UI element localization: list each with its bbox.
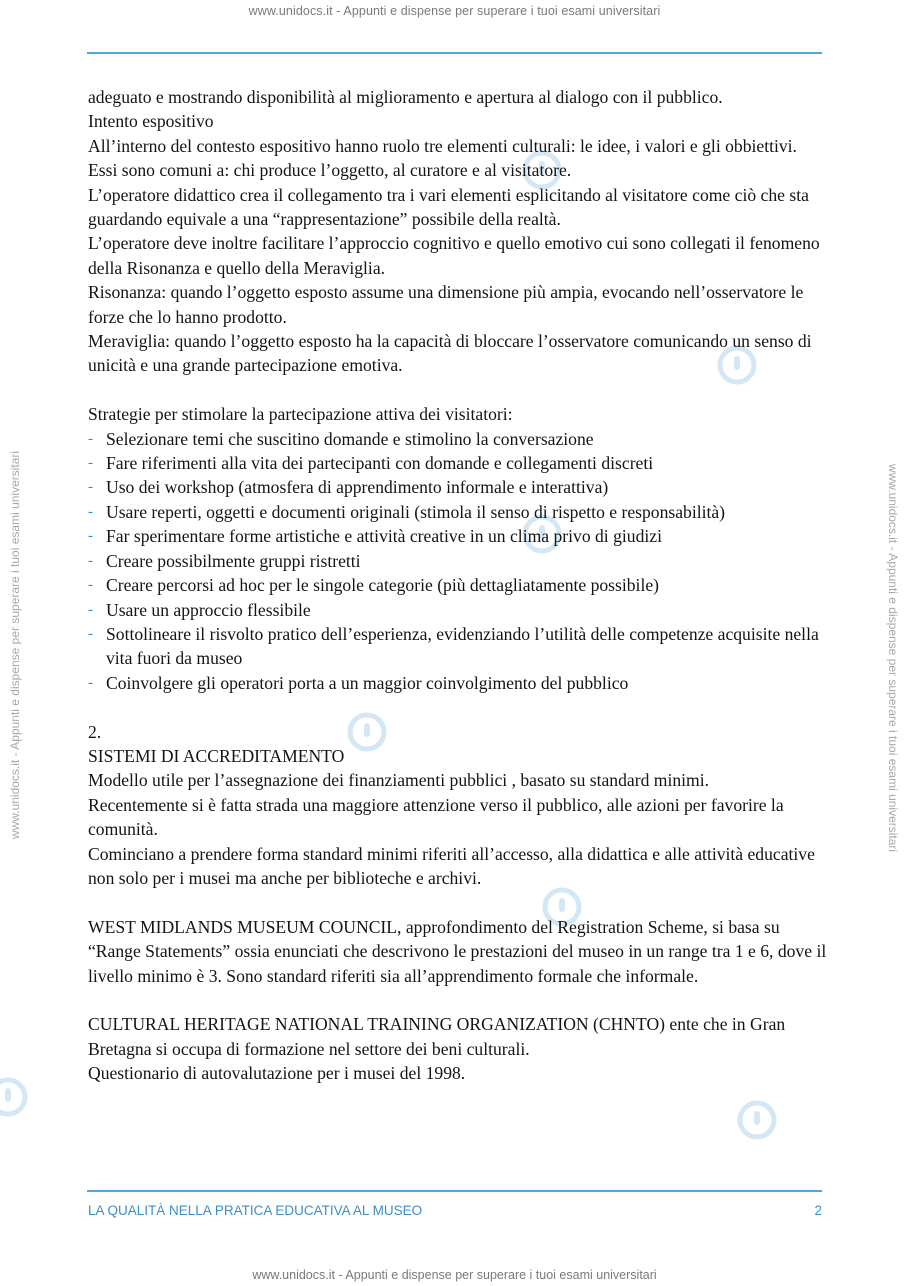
header-rule — [87, 52, 822, 54]
bullet-dash: - — [88, 528, 93, 545]
paragraph: L’operatore didattico crea il collegamento tra i vari elementi esplicitando al visitatore come ciò che sta guardando equivale a una “rappresentazione” possibile della realtà. — [88, 184, 809, 230]
paragraph-gap — [88, 890, 828, 914]
strategies-heading: Strategie per stimolare la partecipazione attiva dei visitatori: — [88, 404, 513, 425]
list-item — [88, 598, 828, 622]
footer-document-title: LA QUALITÀ NELLA PRATICA EDUCATIVA AL MUSEO — [88, 1203, 423, 1218]
list-item-text: Sottolineare il risvolto pratico dell’esperienza, evidenziando l’utilità delle competenze acquisite nella vita fuori da museo — [106, 623, 819, 669]
list-item — [88, 549, 828, 573]
list-item-text: Creare possibilmente gruppi ristretti — [106, 550, 361, 571]
paragraph-chnto: CULTURAL HERITAGE NATIONAL TRAINING ORGANIZATION (CHNTO) ente che in Gran Bretagna si occupa di formazione nel settore dei beni culturali. — [88, 1014, 786, 1059]
bullet-dash: - — [88, 625, 93, 642]
paragraph-gap — [88, 988, 828, 1012]
left-side-watermark: www.unidocs.it - Appunti e dispense per superare i tuoi esami universitari — [8, 450, 22, 840]
page-number: 2 — [814, 1203, 822, 1218]
paragraph-risonanza: Risonanza: quando l’oggetto esposto assume una dimensione più ampia, evocando nell’osservatore le forze che lo hanno prodotto. — [88, 282, 804, 327]
paragraph: L’operatore deve inoltre facilitare l’approccio cognitivo e quello emotivo cui sono collegati il fenomeno della Risonanza e quello della Meraviglia. — [88, 233, 820, 278]
list-item — [88, 451, 828, 475]
bullet-dash: - — [88, 479, 93, 496]
bullet-dash: - — [88, 503, 93, 520]
paragraph: All’interno del contesto espositivo hanno ruolo tre elementi culturali: le idee, i valori e gli obbiettivi. Essi sono comuni a: chi produce l’oggetto, al curatore e al visitatore. — [88, 135, 797, 181]
list-item — [88, 500, 828, 524]
strategies-list — [88, 427, 828, 695]
bullet-dash: - — [88, 552, 93, 569]
footer-rule — [87, 1190, 822, 1192]
list-item — [88, 573, 828, 597]
list-item-text: Creare percorsi ad hoc per le singole categorie (più dettagliatamente possibile) — [106, 575, 660, 596]
list-item-text: Usare un approccio flessibile — [106, 599, 311, 620]
subheading-intento-espositivo: Intento espositivo — [88, 111, 214, 132]
list-item — [88, 622, 828, 671]
bullet-dash: - — [88, 577, 93, 594]
section-number: 2. — [88, 721, 102, 742]
list-item-text: Coinvolgere gli operatori porta a un maggior coinvolgimento del pubblico — [106, 672, 629, 693]
unidocs-logo-watermark-icon — [0, 1075, 30, 1119]
paragraph: Questionario di autovalutazione per i musei del 1998. — [88, 1063, 466, 1084]
list-item — [88, 671, 828, 695]
right-side-watermark: www.unidocs.it - Appunti e dispense per superare i tuoi esami universitari — [886, 463, 900, 853]
list-item — [88, 524, 828, 548]
bullet-dash: - — [88, 430, 93, 447]
list-item-text: Fare riferimenti alla vita dei partecipanti con domande e collegamenti discreti — [106, 453, 654, 474]
bullet-dash: - — [88, 455, 93, 472]
list-item-text: Selezionare temi che suscitino domande e stimolino la conversazione — [106, 428, 594, 449]
paragraph: Modello utile per l’assegnazione dei finanziamenti pubblici , basato su standard minimi. — [88, 770, 709, 791]
paragraph-gap — [88, 695, 828, 719]
paragraph-meraviglia: Meraviglia: quando l’oggetto esposto ha la capacità di bloccare l’osservatore comunicando un senso di unicità e una grande partecipazione emotiva. — [88, 331, 812, 376]
unidocs-logo-watermark-icon — [735, 1098, 779, 1142]
bullet-dash: - — [88, 674, 93, 691]
paragraph: Recentemente si è fatta strada una maggiore attenzione verso il pubblico, alle azioni per favorire la comunità. — [88, 794, 784, 840]
list-item-text: Far sperimentare forme artistiche e attività creative in un clima privo di giudizi — [106, 526, 662, 547]
bullet-dash: - — [88, 601, 93, 618]
section-title: SISTEMI DI ACCREDITAMENTO — [88, 745, 345, 766]
list-item-text: Usare reperti, oggetti e documenti originali (stimola il senso di rispetto e responsabilità) — [106, 501, 726, 522]
document-body — [88, 85, 828, 1086]
paragraph-west-midlands: WEST MIDLANDS MUSEUM COUNCIL, approfondimento del Registration Scheme, si basa su “Range Statements” ossia enunciati che descrivono le prestazioni del museo in un range tra 1 e 6, dove il livello minimo è 3. Sono standard riferiti sia all’apprendimento formale che informale. — [88, 916, 827, 986]
paragraph: adeguato e mostrando disponibilità al miglioramento e apertura al dialogo con il pubblico. — [88, 87, 723, 107]
list-item — [88, 427, 828, 451]
paragraph-gap — [88, 378, 828, 402]
list-item-text: Uso dei workshop (atmosfera di apprendimento informale e interattiva) — [106, 477, 609, 498]
list-item — [88, 475, 828, 499]
paragraph: Cominciano a prendere forma standard minimi riferiti all’accesso, alla didattica e alle attività educative non solo per i musei ma anche per biblioteche e archivi. — [88, 843, 815, 888]
header-watermark-text: www.unidocs.it - Appunti e dispense per superare i tuoi esami universitari — [248, 4, 661, 18]
footer-watermark-text: www.unidocs.it - Appunti e dispense per superare i tuoi esami universitari — [252, 1268, 657, 1282]
